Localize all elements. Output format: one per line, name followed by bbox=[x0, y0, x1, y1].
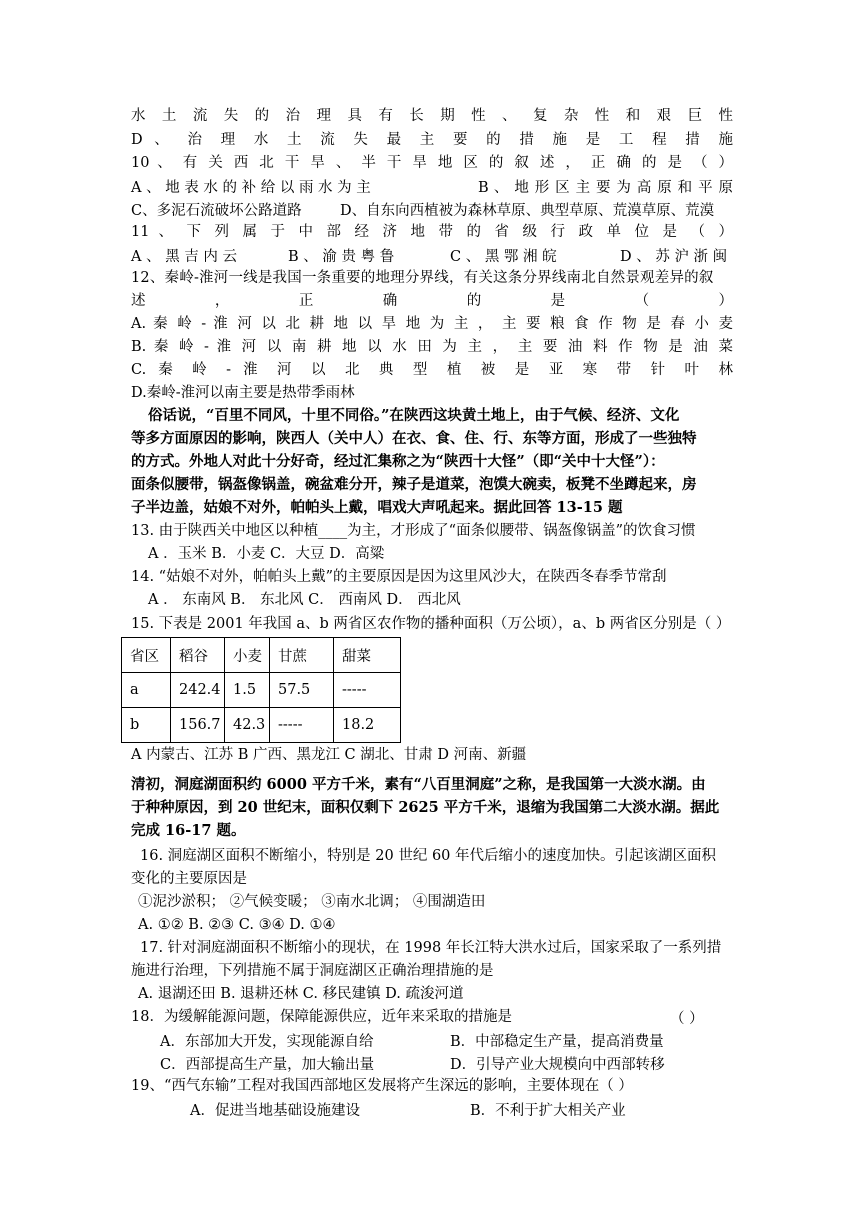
table-cell: 57.5 bbox=[270, 673, 334, 708]
table-header-cell: 甘蔗 bbox=[270, 638, 334, 673]
table-header-row bbox=[122, 638, 401, 673]
option-19b: B．不利于扩大相关产业 bbox=[470, 1103, 626, 1119]
table-cell: 1.5 bbox=[225, 673, 270, 708]
passage-line: 俗话说，“百里不同风，十里不同俗。”在陕西这块黄土地上，由于气候、经济、文化 bbox=[148, 407, 680, 424]
option-12a: A. 秦 岭 - 淮 河 以 北 耕 地 以 旱 地 为 主 ， 主 要 粮 食 作 物 是 春 小 麦 bbox=[131, 316, 733, 332]
option-10b: B 、 地 形 区 主 要 为 高 原 和 平 原 bbox=[478, 180, 733, 196]
crop-area-table bbox=[121, 637, 401, 743]
table-cell: 18.2 bbox=[334, 708, 401, 743]
option-18b: B．中部稳定生产量，提高消费量 bbox=[450, 1034, 664, 1050]
choices-16: ①泥沙淤积； ②气候变暖； ③南水北调； ④围湖造田 bbox=[138, 894, 486, 910]
option-10c: C、多泥石流破坏公路道路 bbox=[131, 203, 302, 219]
question-18: 18．为缓解能源问题，保障能源供应，近年来采取的措施是 bbox=[131, 1009, 512, 1025]
option-18a: A．东部加大开发，实现能源自给 bbox=[160, 1034, 374, 1050]
passage-line: 清初，洞庭湖面积约 6000 平方千米，素有“八百里洞庭”之称，是我国第一大淡水湖。由 bbox=[131, 776, 706, 793]
options-14: A ． 东南风 B． 东北风 C． 西南风 D． 西北风 bbox=[148, 592, 461, 608]
table-cell: 242.4 bbox=[171, 673, 225, 708]
option-10a: A 、 地 表 水 的 补 给 以 雨 水 为 主 bbox=[131, 180, 371, 196]
question-12-cont: 述 ， 正 确 的 是 （ ） bbox=[131, 293, 733, 309]
passage-line: 面条似腰带，锅盔像锅盖，碗盆难分开，辣子是道菜，泡馍大碗卖，板凳不坐蹲起来，房 bbox=[131, 476, 697, 493]
question-15: 15. 下表是 2001 年我国 a、b 两省区农作物的播种面积（万公顷），a、b 两省区分别是（ ） bbox=[131, 616, 731, 632]
option-19a: A．促进当地基础设施建设 bbox=[190, 1103, 360, 1119]
table-header-cell: 小麦 bbox=[225, 638, 270, 673]
question-17: 17. 针对洞庭湖面积不断缩小的现状，在 1998 年长江特大洪水过后，国家采取了一系列措 bbox=[140, 940, 722, 956]
text-line: 水 土 流 失 的 治 理 具 有 长 期 性 、 复 杂 性 和 艰 巨 性 bbox=[131, 108, 733, 124]
table-header-cell: 稻谷 bbox=[171, 638, 225, 673]
table-cell: a bbox=[122, 673, 171, 708]
question-14: 14. “姑娘不对外，帕帕头上戴”的主要原因是因为这里风沙大，在陕西冬春季节常刮 bbox=[131, 569, 667, 585]
table-cell: 156.7 bbox=[171, 708, 225, 743]
option-10d: D、自东向西植被为森林草原、典型草原、荒漠草原、荒漠 bbox=[340, 203, 715, 219]
passage-line: 完成 16-17 题。 bbox=[131, 822, 246, 839]
options-13: A ．玉米 B．小麦 C．大豆 D．高粱 bbox=[148, 546, 385, 562]
passage-line: 的方式。外地人对此十分好奇，经过汇集称之为“陕西十大怪”（即“关中十大怪”）： bbox=[131, 453, 665, 470]
question-11: 11 、 下 列 属 于 中 部 经 济 地 带 的 省 级 行 政 单 位 是 （ ） bbox=[131, 224, 733, 240]
table-header-cell: 省区 bbox=[122, 638, 171, 673]
table-cell: ----- bbox=[334, 673, 401, 708]
table-cell: ----- bbox=[270, 708, 334, 743]
option-11b: B 、 渝 贵 粤 鲁 bbox=[288, 249, 395, 265]
options-16: A. ①② B. ②③ C. ③④ D. ①④ bbox=[138, 917, 336, 933]
option-18c: C．西部提高生产量，加大输出量 bbox=[160, 1057, 375, 1073]
passage-line: 于种种原因，到 20 世纪末，面积仅剩下 2625 平方千米，退缩为我国第二大淡水湖。据此 bbox=[131, 799, 720, 816]
passage-line: 等多方面原因的影响，陕西人（关中人）在衣、食、住、行、东等方面，形成了一些独特 bbox=[131, 430, 697, 447]
question-10: 10 、 有 关 西 北 干 旱 、 半 干 旱 地 区 的 叙 述 ， 正 确 的 是 （ ） bbox=[131, 155, 733, 171]
answer-paren-18: （ ） bbox=[670, 1011, 704, 1027]
options-15: A 内蒙古、江苏 B 广西、黑龙江 C 湖北、甘肃 D 河南、新疆 bbox=[131, 747, 527, 763]
option-11d: D 、 苏 沪 浙 闽 bbox=[620, 249, 728, 265]
option-12b: B. 秦 岭 - 淮 河 以 南 耕 地 以 水 田 为 主 ， 主 要 油 料 作 物 是 油 菜 bbox=[131, 339, 733, 355]
question-16-cont: 变化的主要原因是 bbox=[131, 871, 247, 887]
option-11a: A 、 黑 吉 内 云 bbox=[131, 249, 238, 265]
options-17: A. 退湖还田 B. 退耕还林 C. 移民建镇 D. 疏浚河道 bbox=[138, 986, 464, 1002]
text-line: D 、 治 理 水 土 流 失 最 主 要 的 措 施 是 工 程 措 施 bbox=[131, 132, 733, 148]
option-12c: C. 秦 岭 - 淮 河 以 北 典 型 植 被 是 亚 寒 带 针 叶 林 bbox=[131, 362, 733, 378]
table-header-cell: 甜菜 bbox=[334, 638, 401, 673]
table-cell: b bbox=[122, 708, 171, 743]
table-cell: 42.3 bbox=[225, 708, 270, 743]
option-18d: D．引导产业大规模向中西部转移 bbox=[450, 1057, 665, 1073]
question-12: 12、秦岭-淮河一线是我国一条重要的地理分界线，有关这条分界线南北自然景观差异的叙 bbox=[131, 270, 714, 286]
table-row bbox=[122, 708, 401, 743]
passage-line: 子半边盖，姑娘不对外，帕帕头上戴，唱戏大声吼起来。据此回答 13-15 题 bbox=[131, 499, 623, 516]
option-12d: D.秦岭-淮河以南主要是热带季雨林 bbox=[131, 385, 355, 401]
option-11c: C 、 黑 鄂 湘 皖 bbox=[450, 249, 557, 265]
question-13: 13. 由于陕西关中地区以种植____为主，才形成了“面条似腰带、锅盔像锅盖”的饮食习惯 bbox=[131, 523, 696, 539]
table-row bbox=[122, 673, 401, 708]
question-19: 19、“西气东输”工程对我国西部地区发展将产生深远的影响，主要体现在（ ） bbox=[131, 1078, 633, 1094]
question-17-cont: 施进行治理，下列措施不属于洞庭湖区正确治理措施的是 bbox=[131, 963, 494, 979]
question-16: 16. 洞庭湖区面积不断缩小，特别是 20 世纪 60 年代后缩小的速度加快。引起该湖区面积 bbox=[140, 848, 717, 864]
